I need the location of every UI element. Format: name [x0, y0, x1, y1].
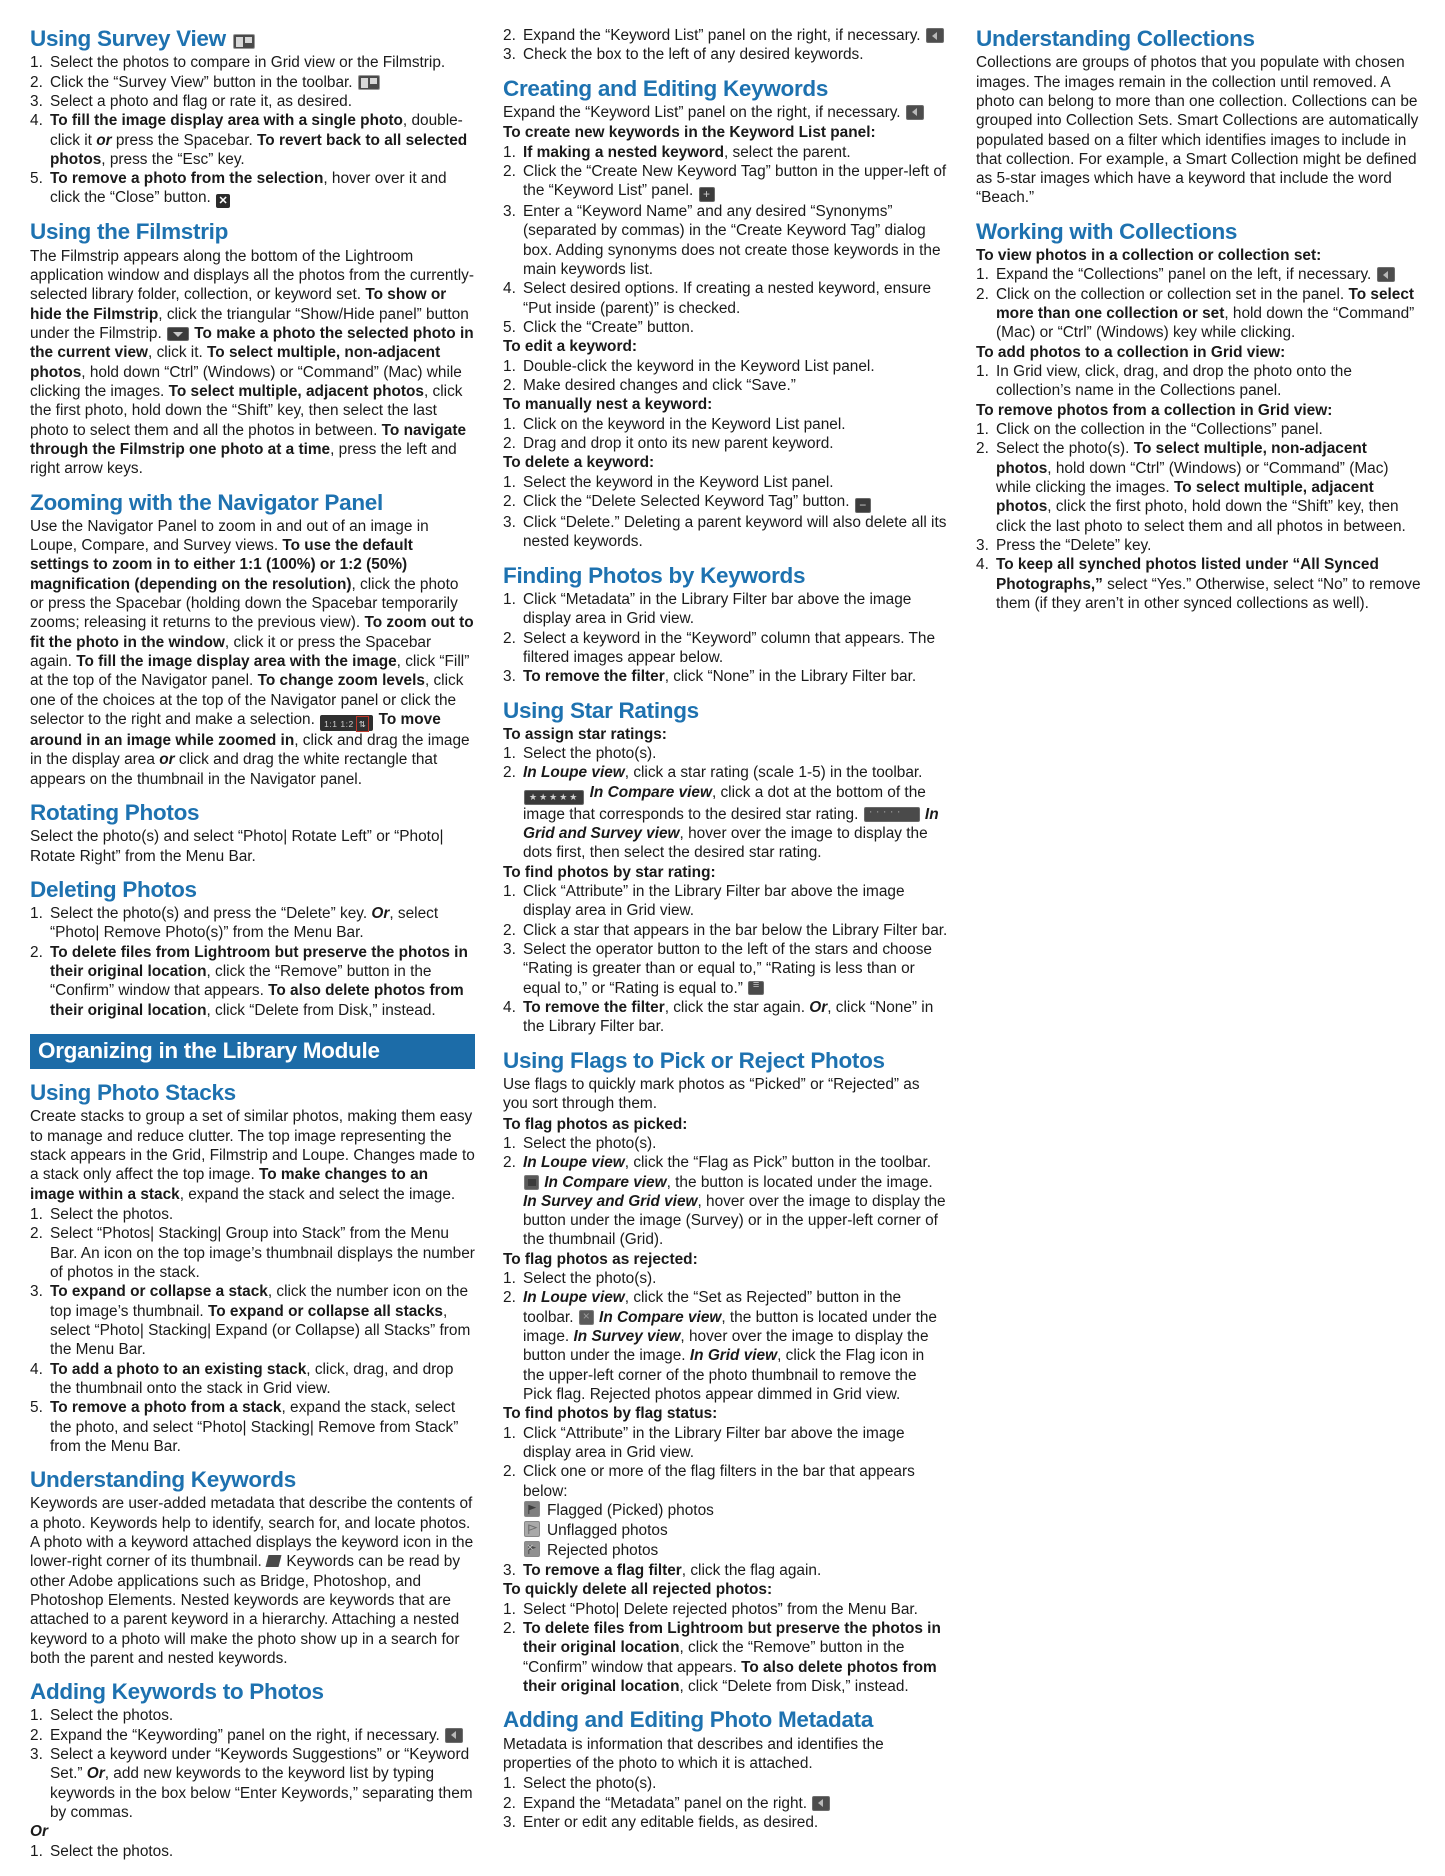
- delete-rejected-steps: [503, 1600, 948, 1697]
- list-item: [503, 590, 948, 629]
- flag-option-label: Unflagged photos: [547, 1522, 668, 1540]
- step-text: Select the photo(s).: [523, 1775, 657, 1793]
- step-text: Select the photo(s).: [523, 1270, 657, 1288]
- flag-glyph: [527, 1504, 538, 1515]
- step-text: Click “Metadata” in the Library Filter bar above the image display area in Grid view.: [523, 590, 912, 628]
- list-item: To remove the filter, click “None” in the Library Filter bar.: [523, 668, 917, 686]
- subheading-flag-as-picked: To flag photos as picked:: [503, 1115, 688, 1133]
- collections-paragraph: Collections are groups of photos that you populate with chosen images. The images remain in the collection until removed. A photo can belong to more than one collection. Collections can be grouped into Collection Sets. Smart Collections are automatically populated based on a filter which identifies images to include in that collection. For example, a Smart Collection might be defined as 5-star images which have a keyword that include the word “Beach.”: [976, 54, 1419, 207]
- list-item: [503, 1774, 948, 1793]
- list-item: Select the photo(s). To select multiple, non-adjacent photos, hold down “Ctrl” (Windows) or “Command” (Mac) while clicking the images. To select multiple, adjacent photos, click the first photo, hold down the “Shift” key, then click the last photo to select them and all photos in between.: [996, 440, 1406, 535]
- list-item: [976, 362, 1421, 401]
- heading-adding-editing-metadata: Adding and Editing Photo Metadata: [503, 1707, 874, 1733]
- step-text: Make desired changes and click “Save.”: [523, 377, 796, 395]
- filmstrip-paragraph: The Filmstrip appears along the bottom of the Lightroom application window and displays all the photos from the currently-selected library folder, collection, or keyword set. To show or hide the Filmstrip, click the triangular “Show/Hide panel” button under the Filmstrip. To make a photo the selected photo in the current view, click it. To select multiple, non-adjacent photos, hold down “Ctrl” (Windows) or “Command” (Mac) while clicking the images. To select multiple, adjacent photos, click the first photo, hold down the “Shift” key, then select the last photo to select them and all the photos in between. To navigate through the Filmstrip one photo at a time, press the left and right arrow keys.: [30, 247, 474, 478]
- list-item: [503, 202, 948, 279]
- subheading-add-photos-to-collection: To add photos to a collection in Grid view:: [976, 343, 1286, 361]
- subheading-remove-photos-from-collection: To remove photos from a collection in Grid view:: [976, 401, 1333, 419]
- subheading-nest-keyword: To manually nest a keyword:: [503, 396, 713, 414]
- flag-filter-option[interactable]: [503, 1541, 948, 1561]
- add-to-collection-steps: [976, 362, 1421, 401]
- zoom-label-1to1: 1:1: [324, 719, 338, 730]
- list-item: [503, 629, 948, 668]
- heading-using-star-ratings: Using Star Ratings: [503, 697, 699, 723]
- create-keyword-steps: [503, 143, 948, 338]
- heading-rotating-photos: Rotating Photos: [30, 800, 200, 826]
- zoom-level-selector-icon: [320, 715, 373, 731]
- step-text: Click the “Survey View” button in the toolbar.: [50, 73, 353, 91]
- rating-dots-icon: [864, 807, 920, 822]
- list-item: [30, 1706, 475, 1725]
- step-text: Check the box to the left of any desired keywords.: [523, 46, 864, 64]
- set-as-rejected-icon: [579, 1310, 594, 1325]
- rotating-paragraph: Select the photo(s) and select “Photo| Rotate Left” or “Photo| Rotate Right” from the Menu Bar.: [30, 828, 444, 865]
- list-item: [503, 744, 948, 763]
- remove-from-collection-steps: [976, 420, 1421, 613]
- adding-keywords-steps-a: [30, 1706, 475, 1822]
- heading-creating-editing-keywords: Creating and Editing Keywords: [503, 75, 829, 101]
- flag-as-pick-icon: [524, 1175, 539, 1190]
- list-item: [30, 1205, 475, 1224]
- list-item: Select the photo(s) and press the “Delete” key. Or, select “Photo| Remove Photo(s)” from the Menu Bar.: [50, 905, 439, 942]
- heading-working-with-collections: Working with Collections: [976, 218, 1238, 244]
- banner-organizing-library-module: Organizing in the Library Module: [30, 1034, 475, 1069]
- step-text: Double-click the keyword in the Keyword List panel.: [523, 357, 875, 375]
- list-item: [503, 1269, 948, 1288]
- subheading-find-by-star-rating: To find photos by star rating:: [503, 863, 716, 881]
- step-text: Enter or edit any editable fields, as desired.: [523, 1813, 819, 1831]
- list-item: To delete files from Lightroom but preserve the photos in their original location, click the “Remove” button in the “Confirm” window that appears. To also delete photos from their original location, click “Delete from Disk,” instead.: [523, 1620, 941, 1696]
- list-item: [503, 357, 948, 376]
- delete-selected-keyword-tag-icon: −: [855, 498, 871, 513]
- navigator-paragraph: Use the Navigator Panel to zoom in and out of an image in Loupe, Compare, and Survey views. To use the default settings to zoom in to either 1:1 (100%) or 1:2 (50%) magnification (depending on the resolution), click the photo or press the Spacebar (holding down the Spacebar temporarily zooms; releasing it returns to the previous view). To zoom out to fit the photo in the window, click it or press the Spacebar again. To fill the image display area with the image, click “Fill” at the top of the Navigator panel. To change zoom levels, click one of the choices at the top of the Navigator panel or click the selector to the right and make a selection. 1:1 1:2 ⇅ To move around in an image while zoomed in, click and drag the image in the display area or click and drag the white rectangle that appears on the thumbnail in the Navigator panel.: [30, 517, 474, 788]
- zoom-label-1to2: 1:2: [340, 719, 354, 730]
- step-text: Select the keyword in the Keyword List panel.: [523, 473, 834, 491]
- flag-filter-option[interactable]: [503, 1521, 948, 1541]
- metadata-steps: [503, 1774, 948, 1832]
- list-item: [30, 1224, 475, 1282]
- list-item: [503, 318, 948, 337]
- list-item: [503, 376, 948, 395]
- assign-star-ratings-steps: [503, 744, 948, 863]
- subheading-assign-star-ratings: To assign star ratings:: [503, 725, 667, 743]
- list-item: Select the operator button to the left of the stars and choose “Rating is greater than or equal to,” “Rating is less than or equal to,” or “Rating is equal to.” ≡: [503, 940, 948, 998]
- create-new-keyword-tag-icon: +: [699, 187, 715, 202]
- step-text: Select a keyword in the “Keyword” column that appears. The filtered images appear below.: [523, 629, 936, 666]
- list-item: [503, 1813, 948, 1832]
- nest-keyword-steps: [503, 415, 948, 454]
- step-text: Select the photos to compare in Grid view or the Filmstrip.: [50, 54, 446, 72]
- list-item: To add a photo to an existing stack, click, drag, and drop the thumbnail onto the stack in Grid view.: [50, 1360, 454, 1397]
- list-item: [503, 1424, 948, 1463]
- flag-filter-option[interactable]: [503, 1501, 948, 1521]
- step-text: Select the photo(s).: [523, 745, 657, 763]
- step-text: Click “Attribute” in the Library Filter bar above the image display area in Grid view.: [523, 883, 905, 920]
- star-rating-icon: [524, 790, 584, 805]
- list-item: [30, 73, 475, 92]
- list-item: In Loupe view, click the “Set as Rejected” button in the toolbar. × In Compare view, the button is located under the image. In Survey view, hover over the image to display the button under the image. In Grid view, click the Flag icon in the upper-left corner of the photo thumbnail to remove the Pick flag. Rejected photos appear dimmed in Grid view.: [503, 1288, 948, 1404]
- list-item: If making a nested keyword, select the parent.: [523, 143, 851, 161]
- creating-keywords-intro: [503, 103, 948, 122]
- collapse-panel-icon: [1377, 267, 1395, 282]
- list-item: To remove a photo from a stack, expand the stack, select the photo, and select “Photo| Stacking| Remove from Stack” from the Menu Bar.: [50, 1399, 459, 1455]
- step-text: Click one or more of the flag filters in the bar that appears below:: [523, 1463, 915, 1500]
- step-text: Click on the keyword in the Keyword List panel.: [523, 415, 846, 433]
- heading-using-photo-stacks: Using Photo Stacks: [30, 1080, 236, 1106]
- list-item: Click the “Delete Selected Keyword Tag” button. −: [503, 492, 948, 513]
- list-item: [503, 45, 948, 64]
- step-text: Select the photos.: [50, 1205, 174, 1223]
- stars-glyph: ★★★★★: [529, 791, 580, 802]
- three-column-layout: [30, 26, 1421, 1866]
- list-item: [503, 513, 948, 552]
- find-by-flag-step3: [503, 1561, 948, 1580]
- heading-text: Using Survey View: [30, 26, 226, 51]
- flag-glyph: [527, 1524, 538, 1535]
- list-item: [30, 53, 475, 72]
- flag-glyph: [527, 1544, 538, 1555]
- step-text: Click “Delete.” Deleting a parent keyword will also delete all its nested keywords.: [523, 514, 947, 551]
- or-divider-label: [30, 1822, 475, 1841]
- list-item: Click on the collection or collection set in the panel. To select more than one collection or set, hold down the “Command” (Mac) or “Ctrl” (Windows) key while clicking.: [996, 285, 1415, 342]
- view-collection-steps: [976, 265, 1421, 342]
- subheading-delete-keyword: To delete a keyword:: [503, 454, 655, 472]
- flag-option-label: Flagged (Picked) photos: [547, 1502, 714, 1520]
- find-by-star-rating-steps: [503, 882, 948, 1037]
- heading-understanding-keywords: Understanding Keywords: [30, 1467, 296, 1493]
- flag-picked-icon[interactable]: [524, 1501, 540, 1517]
- list-item: Expand the “Keywording” panel on the right, if necessary.: [30, 1726, 475, 1745]
- step-text: Press the “Delete” key.: [996, 536, 1152, 554]
- heading-finding-photos-by-keywords: Finding Photos by Keywords: [503, 562, 806, 588]
- list-item: [503, 921, 948, 940]
- flag-rejected-steps: [503, 1269, 948, 1404]
- step-text: Click on the collection in the “Collections” panel.: [996, 420, 1323, 438]
- flag-unflagged-icon[interactable]: [524, 1521, 540, 1537]
- close-icon: ✕: [216, 194, 230, 208]
- list-item: [503, 279, 948, 318]
- step-text: Select a photo and flag or rate it, as desired.: [50, 92, 353, 110]
- list-item: To fill the image display area with a single photo, double-click it or press the Spacebar. To revert back to all selected photos, press the “Esc” key.: [50, 112, 468, 168]
- list-item: Expand the “Metadata” panel on the right.: [503, 1794, 948, 1813]
- flag-rejected-icon[interactable]: [524, 1541, 540, 1557]
- metadata-paragraph: Metadata is information that describes and identifies the properties of the photo to which it is attached.: [503, 1735, 884, 1772]
- subheading-edit-keyword: To edit a keyword:: [503, 338, 637, 356]
- list-item: Select a keyword under “Keywords Suggestions” or “Keyword Set.” Or, add new keywords to the keyword list by typing keywords in the box below “Enter Keywords,” separating them by commas.: [50, 1746, 473, 1822]
- show-hide-panel-icon: [167, 327, 189, 341]
- list-item: In Loupe view, click the “Flag as Pick” button in the toolbar. In Compare view, the button is located under the image. In Survey and Grid view, hover over the image to display the button under the image (Survey) or in the upper-left corner of the thumbnail (Grid).: [523, 1154, 946, 1249]
- list-item: [30, 92, 475, 111]
- flag-option-label: Rejected photos: [547, 1542, 659, 1560]
- list-item: In Loupe view, click a star rating (scale 1-5) in the toolbar. ★★★★★ In Compare view, click a dot at the bottom of the image that corresponds to the desired star rating. ····· In Grid and Survey view, hover over the image to display the dots first, then select the desired star rating.: [503, 763, 948, 862]
- rating-operator-icon: [748, 981, 764, 995]
- step-text: Select the photos.: [50, 1707, 174, 1725]
- list-item: [503, 1462, 948, 1501]
- survey-view-icon: [233, 34, 255, 49]
- step-text: Select the photo(s).: [523, 1134, 657, 1152]
- heading-adding-keywords-to-photos: Adding Keywords to Photos: [30, 1679, 324, 1705]
- step-text: Enter a “Keyword Name” and any desired “Synonyms” (separated by commas) in the “Create Keyword Tag” dialog box. Adding synonyms does not create those keywords in the main keywords list.: [523, 203, 941, 279]
- list-item: [503, 882, 948, 921]
- list-item: Click the “Create New Keyword Tag” button in the upper-left of the “Keyword List” panel. +: [523, 162, 947, 202]
- collapse-panel-icon: [812, 1796, 830, 1811]
- step-text: Click “Attribute” in the Library Filter bar above the image display area in Grid view.: [523, 1424, 905, 1462]
- list-item: [503, 473, 948, 492]
- heading-using-survey-view: [30, 26, 475, 51]
- list-item: [503, 415, 948, 434]
- find-by-flag-steps: [503, 1424, 948, 1501]
- step-text: Click the “Create” button.: [523, 319, 695, 337]
- list-item: To remove the filter, click the star again. Or, click “None” in the Library Filter bar.: [523, 999, 934, 1036]
- subheading-create-new-keywords: To create new keywords in the Keyword List panel:: [503, 124, 876, 142]
- collapse-panel-icon: [445, 1728, 463, 1743]
- list-item: To remove a flag filter, click the flag again.: [523, 1562, 822, 1580]
- step-text: Drag and drop it onto its new parent keyword.: [523, 435, 834, 453]
- subheading-flag-as-rejected: To flag photos as rejected:: [503, 1250, 698, 1268]
- step-text: Select the photos.: [50, 1842, 174, 1860]
- list-item: To delete files from Lightroom but preserve the photos in their original location, click the “Remove” button in the “Confirm” window that appears. To also delete photos from their original location, click “Delete from Disk,” instead.: [50, 943, 468, 1019]
- subheading-quickly-delete-rejected: To quickly delete all rejected photos:: [503, 1581, 773, 1599]
- keyword-tag-icon: [267, 1555, 281, 1568]
- heading-using-flags: Using Flags to Pick or Reject Photos: [503, 1047, 885, 1073]
- list-item: [503, 1134, 948, 1153]
- step-text: Select “Photo| Delete rejected photos” from the Menu Bar.: [523, 1600, 918, 1618]
- intro-text: Expand the “Keyword List” panel on the right, if necessary.: [503, 103, 901, 121]
- subheading-find-by-flag-status: To find photos by flag status:: [503, 1405, 718, 1423]
- list-item: [976, 536, 1421, 555]
- list-item: To expand or collapse a stack, click the number icon on the top image’s thumbnail. To expand or collapse all stacks, select “Photo| Stacking| Expand (or Collapse) all Stacks” from the Menu Bar.: [50, 1283, 471, 1359]
- delete-keyword-steps: [503, 473, 948, 552]
- step-text: Select desired options. If creating a nested keyword, ensure “Put inside (parent)” is checked.: [523, 280, 932, 317]
- step-text: Select “Photos| Stacking| Group into Stack” from the Menu Bar. An icon on the top image’s thumbnail displays the number of photos in the stack.: [50, 1225, 475, 1281]
- collapse-panel-icon: [926, 28, 944, 43]
- flag-picked-steps: [503, 1134, 948, 1250]
- list-item: [503, 1600, 948, 1619]
- list-item: [976, 420, 1421, 439]
- or-text: Or: [30, 1823, 48, 1841]
- list-item: Expand the “Keyword List” panel on the right, if necessary.: [503, 26, 948, 45]
- stepper-icon: ⇅: [356, 716, 370, 732]
- deleting-photos-steps: [30, 904, 475, 1020]
- list-item: To keep all synched photos listed under “All Synced Photographs,” select “Yes.” Otherwise, select “No” to remove them (if they aren’t in other synced collections as well).: [996, 556, 1421, 612]
- subheading-view-photos-in-collection: To view photos in a collection or collection set:: [976, 247, 1322, 264]
- survey-view-steps: [30, 53, 475, 208]
- heading-zooming-navigator-panel: Zooming with the Navigator Panel: [30, 489, 383, 515]
- edit-keyword-steps: [503, 357, 948, 396]
- survey-view-icon: [358, 75, 380, 90]
- flags-intro: Use flags to quickly mark photos as “Picked” or “Rejected” as you sort through them.: [503, 1075, 920, 1113]
- step-text: In Grid view, click, drag, and drop the photo onto the collection’s name in the Collections panel.: [996, 362, 1352, 400]
- photo-stacks-steps: [30, 1205, 475, 1456]
- list-item: [503, 434, 948, 453]
- heading-using-the-filmstrip: Using the Filmstrip: [30, 219, 229, 245]
- list-item: Expand the “Collections” panel on the left, if necessary.: [976, 265, 1421, 284]
- stacks-paragraph: Create stacks to group a set of similar photos, making them easy to manage and reduce clutter. The top image representing the stack appears in the Grid, Filmstrip and Loupe. Changes made to a stack only affect the top image. To make changes to an image within a stack, expand the stack and select the image.: [30, 1108, 475, 1203]
- heading-understanding-collections: Understanding Collections: [976, 26, 1255, 51]
- collapse-panel-icon: [906, 105, 924, 120]
- keywords-paragraph: Keywords are user-added metadata that describe the contents of a photo. Keywords help to identify, search for, and locate photos. A photo with a keyword attached displays the keyword icon in the lower-right corner of its thumbnail. Keywords can be read by other Adobe applications such as Bridge, Photoshop, and Photoshop Elements. Nested keywords are keywords that are attached to a parent keyword in a hierarchy. Attaching a nested keyword to a photo will make the photo show up in a search for both the parent and nested keywords.: [30, 1495, 474, 1667]
- list-item: [30, 1842, 475, 1861]
- heading-deleting-photos: Deleting Photos: [30, 876, 197, 902]
- finding-by-keywords-steps: [503, 590, 948, 687]
- list-item: To remove a photo from the selection, hover over it and click the “Close” button. ✕: [50, 170, 447, 208]
- step-text: Click a star that appears in the bar below the Library Filter bar.: [523, 921, 948, 939]
